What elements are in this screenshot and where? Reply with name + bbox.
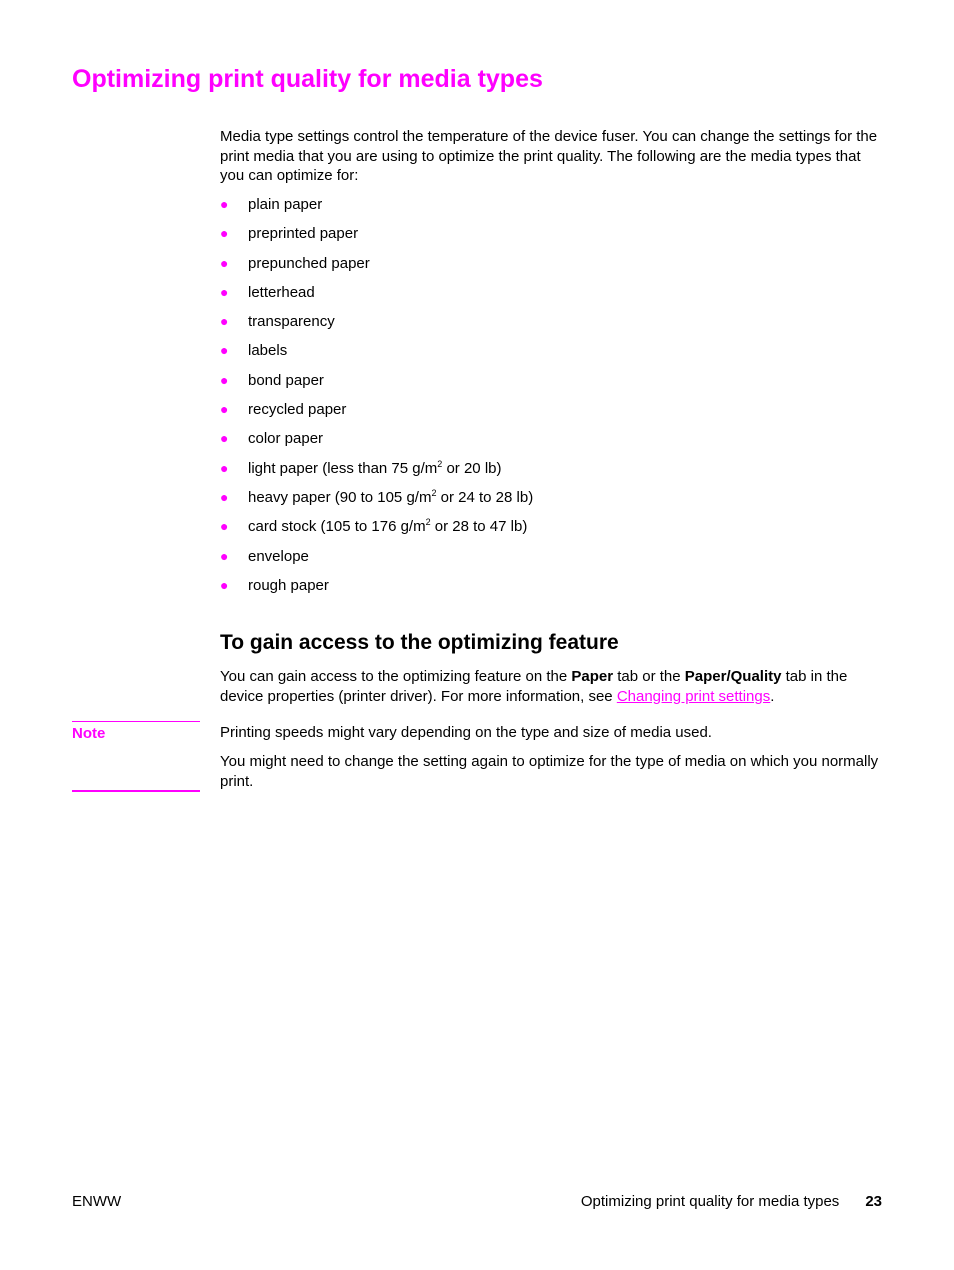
list-item-label: bond paper [248,371,324,389]
bullet-icon: ● [220,196,229,212]
list-item [220,543,533,572]
list-item-label: labels [248,342,288,360]
note-paragraph: You might need to change the setting again to optimize for the type of media on which you normally print. [220,753,879,790]
superscript: 2 [437,458,443,469]
footer-right [581,1192,882,1212]
superscript: 2 [431,487,437,498]
list-item-label: light paper (less than 75 g/m [248,459,438,477]
list-item [220,308,533,337]
footer-section-title: Optimizing print quality for media types [580,1193,840,1210]
paper-quality-tab-name: Paper/Quality [684,668,782,685]
intro-paragraph: Media type settings control the temperature of the device fuser. You can change the settings for the print media that you are using to optimize the print quality. The following are the media types that you can optimize for: [220,128,878,184]
footer-left: ENWW [72,1193,122,1210]
list-item-label: card stock (105 to 176 g/m [248,518,426,536]
bullet-icon: ● [220,371,229,388]
page-number: 23 [865,1193,882,1210]
bullet-icon: ● [220,283,229,300]
list-item [220,337,533,366]
bullet-icon: ● [220,342,229,359]
bullet-icon: ● [220,576,229,593]
access-paragraph [220,667,888,706]
list-item [220,279,533,308]
bullet-icon: ● [220,430,229,447]
list-item [220,425,533,454]
bullet-icon: ● [220,254,229,271]
list-item [220,250,533,279]
list-item [220,367,533,396]
list-item-label-suffix: or 28 to 47 lb) [430,518,528,536]
bullet-icon: ● [220,313,229,330]
list-item [220,455,533,484]
access-text: You can gain access to the optimizing feature on the [220,668,572,685]
access-text: . [770,687,775,705]
bullet-icon: ● [220,488,229,505]
list-item-label: heavy paper (90 to 105 g/m [248,488,432,506]
bullet-icon: ● [220,225,229,242]
list-item [220,396,533,425]
note-divider-bottom [72,790,200,792]
superscript: 2 [425,517,431,528]
list-item-label: preprinted paper [248,225,359,243]
note-paragraph: Printing speeds might vary depending on the type and size of media used. [220,724,712,741]
bullet-icon: ● [220,547,229,564]
list-item-label: letterhead [248,283,315,301]
page-title: Optimizing print quality for media types [72,65,543,93]
note-divider-top [72,721,200,722]
list-item-label: rough paper [248,576,329,594]
note-label: Note [72,725,106,742]
list-item-label-suffix: or 24 to 28 lb) [436,488,534,506]
list-item-label: plain paper [248,196,323,213]
list-item-label: prepunched paper [248,254,370,272]
list-item [220,220,533,249]
list-item [220,572,533,601]
list-item [220,484,533,513]
bullet-icon: ● [220,518,229,535]
changing-print-settings-link[interactable]: Changing print settings [616,687,771,705]
list-item-label: transparency [248,313,335,331]
paper-tab-name: Paper [571,668,614,685]
list-item-label: envelope [248,547,309,565]
list-item [220,191,533,220]
list-item-label: recycled paper [248,401,347,419]
list-item-label: color paper [248,430,324,448]
list-item [220,513,533,542]
bullet-icon: ● [220,459,229,476]
access-text: tab in the device properties (printer driver). For more information, see [220,668,848,705]
section-heading: To gain access to the optimizing feature [220,631,619,654]
list-item-label-suffix: or 20 lb) [442,459,502,477]
bullet-icon: ● [220,401,229,418]
media-type-list [220,191,533,601]
access-text: tab or the [613,668,685,685]
